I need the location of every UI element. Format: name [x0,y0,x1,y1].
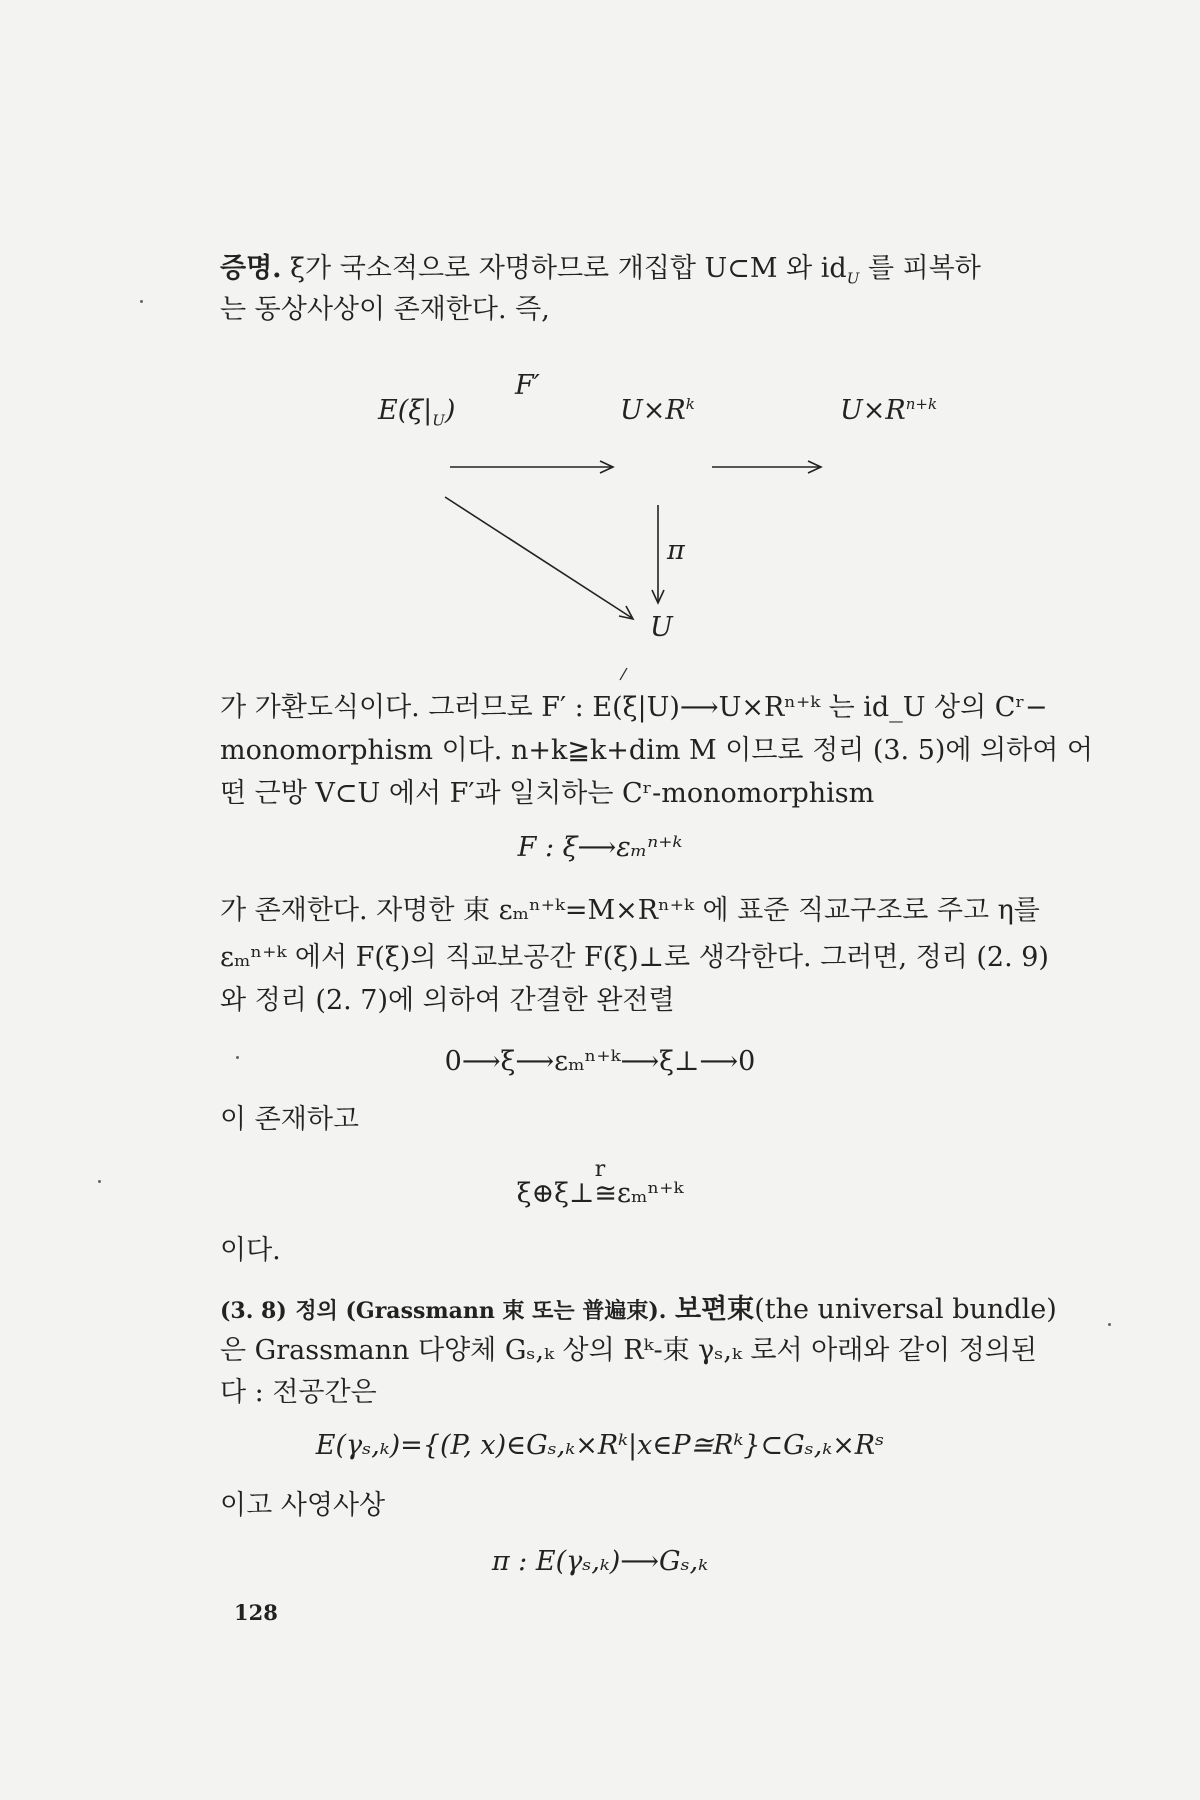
scan-speck [236,1056,239,1059]
arrow-diagonal [445,497,632,618]
para4: 이다. [220,1235,281,1266]
diagram-left-end: ) [444,395,456,426]
definition-line-1-rest: (the universal bundle) [754,1294,1057,1325]
diagram-right-text: U×R [840,395,906,426]
equation-3: ξ⊕ξ⊥≅εₘⁿ⁺ᵏ [516,1178,684,1209]
proof-text-1: ξ가 국소적으로 자명하므로 개집합 U⊂M 와 id [290,253,847,284]
para1-line-3: 떤 근방 V⊂U 에서 F′과 일치하는 Cʳ-monomorphism [220,778,875,809]
diagram-left-text: E(ξ| [378,395,433,426]
equation-1: F : ξ⟶εₘⁿ⁺ᵏ [517,832,683,863]
equation-2: 0⟶ξ⟶εₘⁿ⁺ᵏ⟶ξ⊥⟶0 [444,1046,756,1077]
page-number: 128 [234,1600,278,1625]
scan-speck [1108,1323,1111,1326]
para1-line-1: 가 가환도식이다. 그러므로 F′ : E(ξ|U)⟶U×Rⁿ⁺ᵏ 는 id_U 상의 Cʳ− [220,692,1048,723]
definition-line-2: 은 Grassmann 다양체 Gₛ,ₖ 상의 Rᵏ-束 γₛ,ₖ 로서 아래와 같이 정의된 [220,1335,1037,1366]
proof-line-2: 는 동상사상이 존재한다. 즉, [220,294,550,325]
definition-number: (3. 8) [220,1298,287,1324]
para3: 이 존재하고 [220,1104,359,1135]
diagram-middle-sup: k [685,395,695,413]
para2-line-1: 가 존재한다. 자명한 束 εₘⁿ⁺ᵏ=M×Rⁿ⁺ᵏ 에 표준 직교구조로 주고 η를 [220,895,1040,926]
para5: 이고 사영사상 [220,1490,386,1521]
equation-5: π : E(γₛ,ₖ)⟶Gₛ,ₖ [491,1546,709,1577]
definition-line-1 [220,1292,1070,1329]
para2-line-3: 와 정리 (2. 7)에 의하여 간결한 완전렬 [220,985,675,1016]
proof-sub: U [846,269,860,288]
proof-label: 증명. [220,253,282,284]
para2-line-2: εₘⁿ⁺ᵏ 에서 F(ξ)의 직교보공간 F(ξ)⊥로 생각한다. 그러면, 정리 (2. 9) [220,942,1049,973]
diagram-left-sub: U [432,411,445,430]
proof-text-1-end: 를 피복하 [867,253,981,284]
diagram-pi-label: π [667,535,685,566]
diagram-node-bottom: U [650,612,673,643]
definition-line-3: 다 : 전공간은 [220,1377,377,1408]
definition-title: 정의 (Grassmann 束 또는 普遍束). [295,1298,667,1324]
definition-term: 보편束 [675,1294,755,1325]
equation-3-overmark: r [594,1157,606,1182]
para1-line-2: monomorphism 이다. n+k≧k+dim M 이므로 정리 (3. 5)에 의하여 어 [220,735,1093,766]
diagram-right-sup: n+k [905,395,938,413]
diagram-middle-text: U×R [620,395,686,426]
diagram-top-label: F′ [515,370,540,401]
equation-4: E(γₛ,ₖ)={(P, x)∈Gₛ,ₖ×Rᵏ|x∈P≅Rᵏ}⊂Gₛ,ₖ×Rˢ [315,1430,885,1461]
scan-speck [98,1180,101,1183]
scan-speck [140,300,143,303]
stray-mark [620,668,627,680]
